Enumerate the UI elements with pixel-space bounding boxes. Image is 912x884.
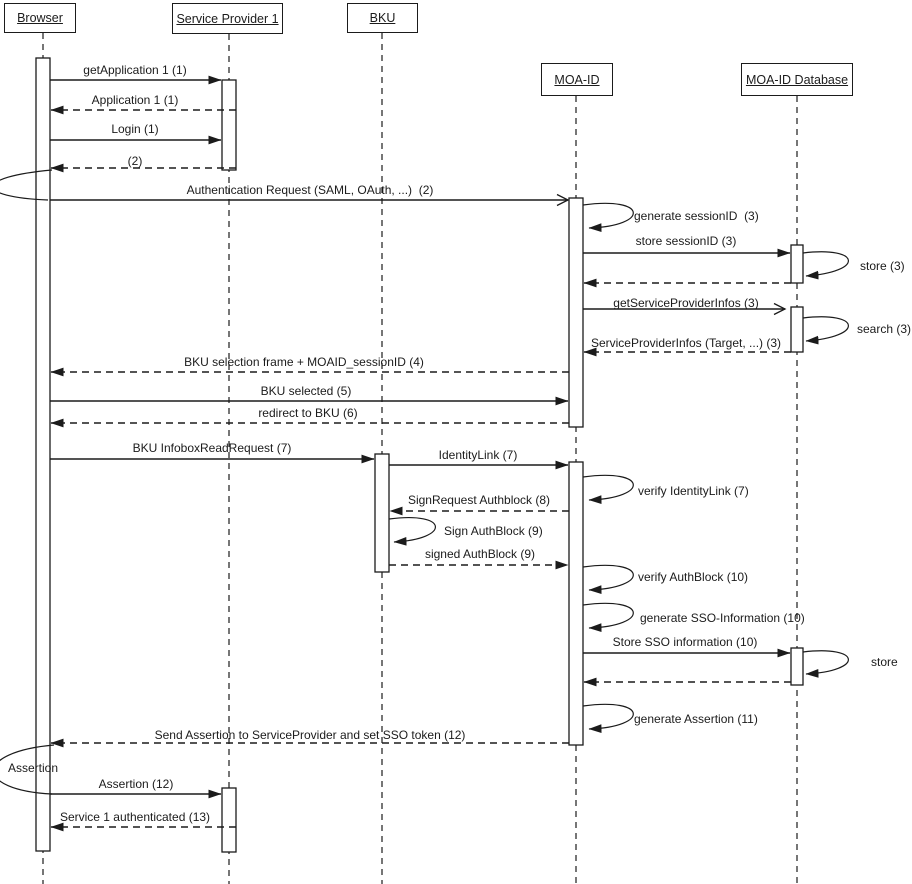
message-label: redirect to BKU (6) bbox=[258, 406, 358, 420]
message-label: ServiceProviderInfos (Target, ...) (3) bbox=[590, 336, 782, 350]
message-label: BKU selected (5) bbox=[260, 384, 352, 398]
activation-moa-id-2 bbox=[569, 462, 583, 745]
actor-box-bku bbox=[347, 3, 418, 33]
message-label: SignRequest Authblock (8) bbox=[407, 493, 551, 507]
message-label: getServiceProviderInfos (3) bbox=[613, 296, 759, 310]
activation-service-provider-2 bbox=[222, 788, 236, 852]
message-label: verify AuthBlock (10) bbox=[638, 570, 749, 584]
message-label: BKU InfoboxReadRequest (7) bbox=[132, 441, 292, 455]
message-label: getApplication 1 (1) bbox=[83, 63, 187, 77]
message-label: Assertion (12) bbox=[98, 777, 174, 791]
message-label: (2) bbox=[127, 154, 143, 168]
message-label: search (3) bbox=[857, 322, 912, 336]
loop-store-3 bbox=[803, 252, 848, 276]
actor-label-moa-id-database: MOA-ID Database bbox=[745, 72, 849, 87]
message-label: Login (1) bbox=[111, 122, 159, 136]
activation-db-1 bbox=[791, 245, 803, 283]
message-label: store sessionID (3) bbox=[635, 234, 737, 248]
message-label: store (3) bbox=[860, 259, 905, 273]
loop-search bbox=[803, 317, 848, 341]
loop-generate-assertion bbox=[583, 704, 633, 729]
activation-db-2 bbox=[791, 307, 803, 352]
activation-service-provider-1 bbox=[222, 80, 236, 170]
message-label: Application 1 (1) bbox=[91, 93, 179, 107]
actor-box-service-provider bbox=[172, 3, 283, 34]
message-label: BKU selection frame + MOAID_sessionID (4) bbox=[184, 355, 424, 369]
message-label: store bbox=[871, 655, 898, 669]
message-label: generate sessionID (3) bbox=[634, 209, 759, 223]
message-label: generate SSO-Information (10) bbox=[640, 611, 805, 625]
loop-generate-sessionid bbox=[583, 203, 633, 228]
message-label: Service 1 authenticated (13) bbox=[59, 810, 211, 824]
actor-label-browser: Browser bbox=[17, 11, 63, 25]
actor-label-bku: BKU bbox=[369, 11, 396, 25]
activation-db-3 bbox=[791, 648, 803, 685]
message-label: Assertion bbox=[8, 761, 59, 775]
activation-moa-id-1 bbox=[569, 198, 583, 427]
actor-label-service-provider: Service Provider 1 bbox=[176, 11, 279, 26]
message-label: verify IdentityLink (7) bbox=[638, 484, 749, 498]
message-label: IdentityLink (7) bbox=[438, 448, 518, 462]
loop-store-sso bbox=[803, 651, 848, 674]
activation-browser bbox=[36, 58, 50, 851]
message-label: Store SSO information (10) bbox=[612, 635, 758, 649]
actor-box-moa-id bbox=[541, 63, 613, 96]
message-label: Authentication Request (SAML, OAuth, ...) (2) bbox=[186, 183, 434, 197]
message-label: signed AuthBlock (9) bbox=[424, 547, 536, 561]
loop-sign-authblock bbox=[389, 518, 435, 542]
activation-bku bbox=[375, 454, 389, 572]
loop-verify-identitylink bbox=[583, 475, 633, 500]
actor-box-moa-id-database bbox=[741, 63, 853, 96]
message-label: Sign AuthBlock (9) bbox=[444, 524, 543, 538]
message-label: Send Assertion to ServiceProvider and set SSO token (12) bbox=[154, 728, 466, 742]
actor-box-browser bbox=[4, 3, 76, 33]
loop-generate-sso-information bbox=[583, 603, 633, 628]
message-label: generate Assertion (11) bbox=[634, 712, 758, 726]
loop-verify-authblock bbox=[583, 565, 633, 590]
actor-label-moa-id: MOA-ID bbox=[554, 72, 600, 87]
